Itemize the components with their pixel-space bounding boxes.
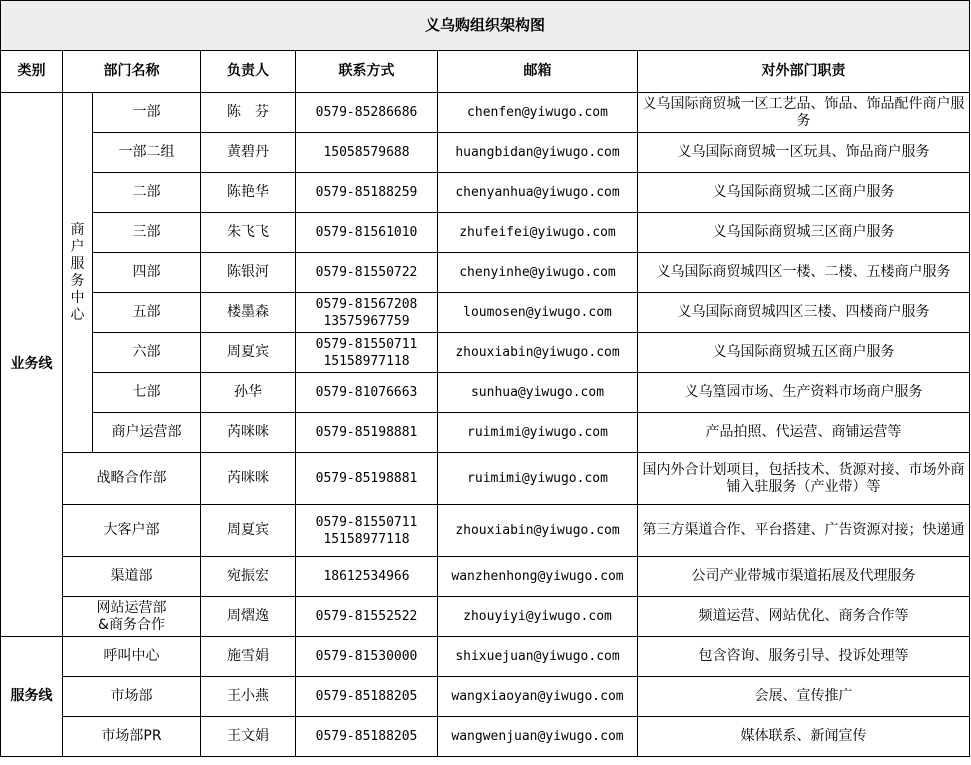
email-address: zhouxiabin@yiwugo.com (438, 505, 638, 557)
email-address: chenyinhe@yiwugo.com (438, 253, 638, 293)
manager-name: 陈银河 (201, 253, 296, 293)
dept-duty: 包含咨询、服务引导、投诉处理等 (638, 637, 970, 677)
dept-name: 一部二组 (93, 133, 201, 173)
contact-info: 0579-81550711 15158977118 (296, 505, 438, 557)
dept-name: 五部 (93, 293, 201, 333)
manager-name: 黄碧丹 (201, 133, 296, 173)
table-row (1, 293, 970, 333)
dept-name: 一部 (93, 93, 201, 133)
dept-duty: 义乌国际商贸城一区工艺品、饰品、饰品配件商户服务 (638, 93, 970, 133)
email-address: wangxiaoyan@yiwugo.com (438, 677, 638, 717)
manager-name: 陈 芬 (201, 93, 296, 133)
merchant-center-label: 商 户 服 务 中 心 (63, 93, 93, 453)
table-row (1, 453, 970, 505)
dept-name: 市场部 (63, 677, 201, 717)
dept-name: 市场部PR (63, 717, 201, 757)
dept-name: 网站运营部 &商务合作 (63, 597, 201, 637)
dept-duty: 会展、宣传推广 (638, 677, 970, 717)
email-address: shixuejuan@yiwugo.com (438, 637, 638, 677)
contact-info: 0579-85286686 (296, 93, 438, 133)
contact-info: 0579-81561010 (296, 213, 438, 253)
contact-info: 0579-85188205 (296, 717, 438, 757)
table-row (1, 637, 970, 677)
dept-name: 呼叫中心 (63, 637, 201, 677)
contact-info: 0579-81076663 (296, 373, 438, 413)
manager-name: 芮咪咪 (201, 453, 296, 505)
email-address: loumosen@yiwugo.com (438, 293, 638, 333)
dept-duty: 义乌国际商贸城五区商户服务 (638, 333, 970, 373)
email-address: chenfen@yiwugo.com (438, 93, 638, 133)
dept-duty: 媒体联系、新闻宣传 (638, 717, 970, 757)
manager-name: 施雪娟 (201, 637, 296, 677)
email-address: zhouxiabin@yiwugo.com (438, 333, 638, 373)
email-address: zhouyiyi@yiwugo.com (438, 597, 638, 637)
manager-name: 朱飞飞 (201, 213, 296, 253)
manager-name: 周熠逸 (201, 597, 296, 637)
dept-duty: 第三方渠道合作、平台搭建、广告资源对接；快递通 (638, 505, 970, 557)
table-row (1, 677, 970, 717)
dept-duty: 义乌国际商贸城四区三楼、四楼商户服务 (638, 293, 970, 333)
header-contact: 联系方式 (296, 51, 438, 93)
email-address: huangbidan@yiwugo.com (438, 133, 638, 173)
table-row (1, 133, 970, 173)
email-address: wangwenjuan@yiwugo.com (438, 717, 638, 757)
table-row (1, 717, 970, 757)
email-address: sunhua@yiwugo.com (438, 373, 638, 413)
table-row (1, 597, 970, 637)
contact-info: 0579-81567208 13575967759 (296, 293, 438, 333)
category-service: 服务线 (1, 637, 63, 757)
manager-name: 宛振宏 (201, 557, 296, 597)
dept-duty: 义乌国际商贸城二区商户服务 (638, 173, 970, 213)
email-address: zhufeifei@yiwugo.com (438, 213, 638, 253)
header-manager: 负责人 (201, 51, 296, 93)
header-category: 类别 (1, 51, 63, 93)
table-row (1, 173, 970, 213)
dept-name: 大客户部 (63, 505, 201, 557)
dept-name: 三部 (93, 213, 201, 253)
email-address: ruimimi@yiwugo.com (438, 453, 638, 505)
manager-name: 王小燕 (201, 677, 296, 717)
contact-info: 0579-85188259 (296, 173, 438, 213)
manager-name: 芮咪咪 (201, 413, 296, 453)
contact-info: 15058579688 (296, 133, 438, 173)
contact-info: 0579-85188205 (296, 677, 438, 717)
manager-name: 周夏宾 (201, 505, 296, 557)
table-row (1, 413, 970, 453)
header-dept: 部门名称 (63, 51, 201, 93)
contact-info: 0579-81550711 15158977118 (296, 333, 438, 373)
contact-info: 0579-81550722 (296, 253, 438, 293)
email-address: wanzhenhong@yiwugo.com (438, 557, 638, 597)
page-title: 义乌购组织架构图 (1, 1, 970, 51)
table-row (1, 505, 970, 557)
dept-duty: 产品拍照、代运营、商铺运营等 (638, 413, 970, 453)
manager-name: 陈艳华 (201, 173, 296, 213)
manager-name: 孙华 (201, 373, 296, 413)
dept-duty: 义乌篁园市场、生产资料市场商户服务 (638, 373, 970, 413)
manager-name: 周夏宾 (201, 333, 296, 373)
contact-info: 18612534966 (296, 557, 438, 597)
dept-name: 四部 (93, 253, 201, 293)
category-business: 业务线 (1, 93, 63, 637)
dept-name: 渠道部 (63, 557, 201, 597)
header-duty: 对外部门职责 (638, 51, 970, 93)
table-row (1, 557, 970, 597)
table-row (1, 93, 970, 133)
email-address: chenyanhua@yiwugo.com (438, 173, 638, 213)
dept-name: 六部 (93, 333, 201, 373)
table-row (1, 253, 970, 293)
dept-duty: 义乌国际商贸城三区商户服务 (638, 213, 970, 253)
dept-name: 商户运营部 (93, 413, 201, 453)
table-row (1, 213, 970, 253)
table-row (1, 333, 970, 373)
dept-name: 战略合作部 (63, 453, 201, 505)
header-email: 邮箱 (438, 51, 638, 93)
dept-name: 七部 (93, 373, 201, 413)
contact-info: 0579-85198881 (296, 453, 438, 505)
manager-name: 楼墨森 (201, 293, 296, 333)
dept-duty: 公司产业带城市渠道拓展及代理服务 (638, 557, 970, 597)
contact-info: 0579-81530000 (296, 637, 438, 677)
dept-duty: 义乌国际商贸城一区玩具、饰品商户服务 (638, 133, 970, 173)
table-row (1, 373, 970, 413)
email-address: ruimimi@yiwugo.com (438, 413, 638, 453)
dept-duty: 国内外合计划项目，包括技术、货源对接、市场外商铺入驻服务（产业带）等 (638, 453, 970, 505)
contact-info: 0579-81552522 (296, 597, 438, 637)
dept-duty: 义乌国际商贸城四区一楼、二楼、五楼商户服务 (638, 253, 970, 293)
dept-duty: 频道运营、网站优化、商务合作等 (638, 597, 970, 637)
dept-name: 二部 (93, 173, 201, 213)
manager-name: 王文娟 (201, 717, 296, 757)
contact-info: 0579-85198881 (296, 413, 438, 453)
